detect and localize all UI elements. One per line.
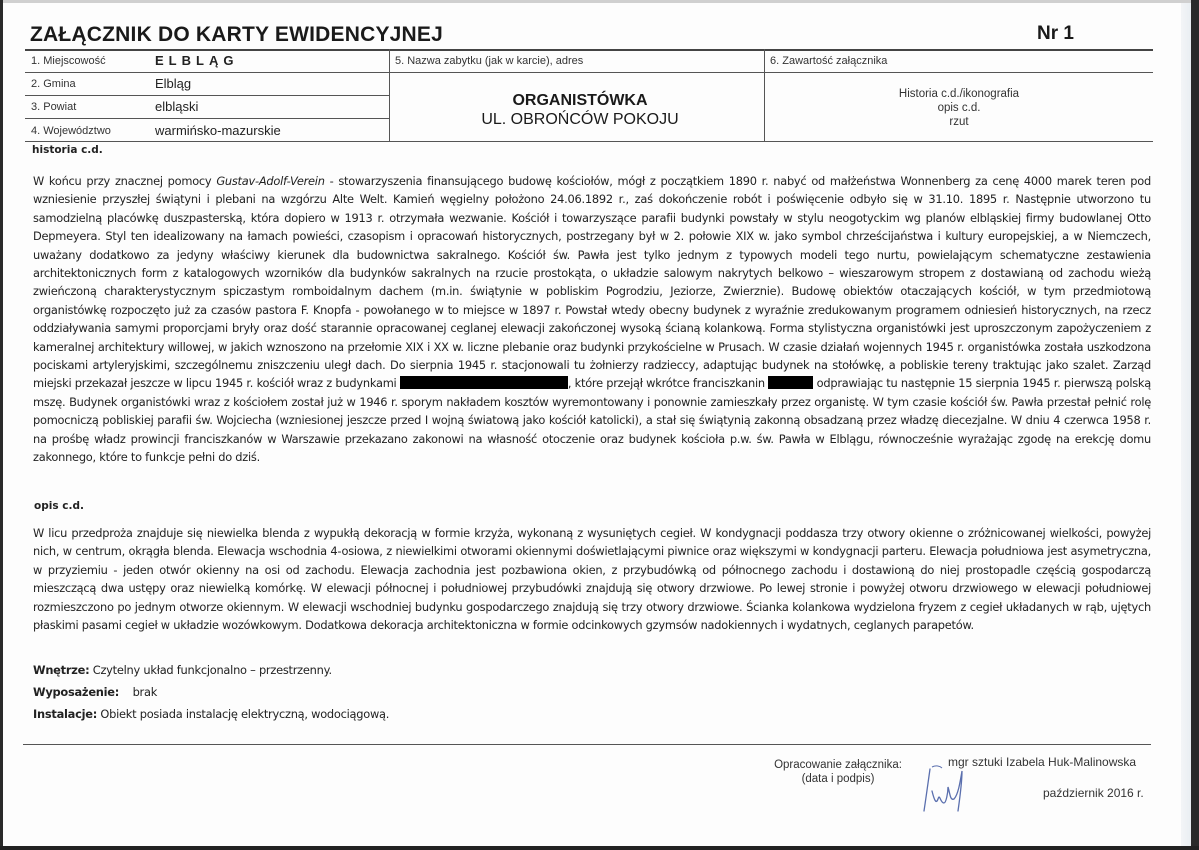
prepared-sublabel: (data i podpis) bbox=[801, 773, 875, 785]
contents-list bbox=[765, 87, 1153, 129]
field-value-county: elbląski bbox=[155, 99, 199, 114]
author-name: mgr sztuki Izabela Huk-Malinowska bbox=[948, 755, 1137, 769]
contents-item: opis c.d. bbox=[937, 102, 981, 114]
document-page bbox=[3, 0, 1191, 846]
equipment-line bbox=[33, 685, 157, 699]
interior-line bbox=[33, 663, 332, 677]
installations-key: Instalacje: bbox=[33, 707, 98, 721]
contents-item: Historia c.d./ikonografia bbox=[898, 88, 1020, 100]
history-text: - stowarzyszenia finansującego budowę kościołów, mógł z początkiem 1890 r. nabyć od małżeństwa Wonnenberg za cenę 4000 marek teren pod wzniesienie przyszłej świątyni i plebani na wzgórzu Alte Welt. Kamień węgielny położono 24.06.1892 r., zaś dokończenie robót i poświęcenie odbyło się w 31.10. 1895 r. Następnie utworzono tu samodzielną placówkę duszpasterską, która dopiero w 1913 r. otrzymała wezwanie. Kościół i towarzyszące parafii budynki powstały w stylu neogotyckim wg planów elbląskiej firmy budowlanej Otto Depmeyera. Styl ten idealizowany na łamach powieści, czasopism i opracowań historycznych, postrzegany był w 2. połowie XIX w. jako symbol chrześcijaństwa i kultury europejskiej, a w Niemczech, uważany dodatkowo za jedyny właściwy kierunek dla budownictwa sakralnego. Kościół św. Pawła jest tylko jednym z typowych modeli tego nurtu, powielającym schematyczne zestawienia architektonicznych form z katalogowych wzorników dla budynków sakralnych na rzucie prostokąta, o układzie salowym nakrytych belkowo – wieszarowym stropem z dostawianą od zachodu wieżą zwieńczoną charakterystycznym spiczastym romboidalnym dachem (m.in. świątynie w pobliskim Pogrodziu, Jeziorze, Zwierznie). Budowę obiektów otaczających kościół, w tym przedmiotową organistówkę rozpoczęto już za czasów pastora F. Knopfa - powołanego w to miejsce w 1897 r. Powstał wtedy obecny budynek z wyraźnie zredukowanym programem odniesień historycznych, na rzecz oddziaływania samymi proporcjami bryły oraz dość starannie opracowanej ceglanej elewacji zakończonej wysoką ścianą kolankową. Forma stylistyczna organistówki jest uproszczonym zapożyczeniem z kameralnej architektury willowej, w jakich wznoszono na przełomie XIX i XX w. liczne plebanie oraz budynki przykościelne w Prusach. W czasie działań wojennych 1945 r. organistówka została uszkodzona pociskami artyleryjskimi, szczególnemu zniszczeniu uległ dach. Do sierpnia 1945 r. stacjonowali tu żołnierzy radzieccy, adaptując budynek na stołówkę, a pobliskie tereny traktując jako szalet. Zarząd miejski przekazał jeszcze w lipcu 1945 r. kościół wraz z budynkami bbox=[33, 174, 1151, 391]
field-label-object-name: 5. Nazwa zabytku (jak w karcie), adres bbox=[395, 55, 584, 67]
history-text: , które przejął wkrótce franciszkanin bbox=[567, 376, 769, 391]
object-name-block bbox=[395, 91, 765, 129]
preparation-date: październik 2016 r. bbox=[1043, 786, 1144, 800]
history-heading: historia c.d. bbox=[32, 144, 103, 156]
field-value-locality: ELBLĄG bbox=[155, 53, 239, 68]
document-title: ZAŁĄCZNIK DO KARTY EWIDENCYJNEJ bbox=[30, 23, 444, 46]
description-heading: opis c.d. bbox=[34, 500, 84, 512]
prepared-by-label bbox=[763, 758, 913, 786]
prepared-label: Opracowanie załącznika: bbox=[774, 759, 902, 771]
history-text: odprawiając tu następnie 15 sierpnia 1945 r. pierwszą polską mszę. Budynek organistówki wraz z kościołem został już w 1946 r. sporym nakładem kosztów wyremontowany i ponownie zamieszkały przez organistę. W tym czasie kościół św. Pawła przestał pełnić rolę pomocniczą pobliskiej parafii św. Wojciecha (wzniesionej jeszcze przed I wojną światową jako kościół katolicki), a stał się świątynią zakonną obsadzaną przez władzę diecezjalne. W dniu 4 czerwca 1958 r. na prośbę władz prowincji franciszkanów w Warszawie przekazano zakonowi na własność otoczenie oraz budynek kościoła p.w. św. Pawła w Elblągu, równocześnie wyrażając zgodę na erekcję domu zakonnego, które to funkcje pełni do dziś. bbox=[33, 376, 1152, 465]
history-text: W końcu przy znacznej pomocy bbox=[33, 174, 217, 188]
description-paragraph: W licu przedproża znajduje się niewielka blenda z wypukłą dekoracją w formie krzyża, wykonaną z wysuniętych cegieł. W kondygnacji poddasza trzy otwory okienne o zróżnicowanej wielkości, powyżej nich, w centrum, okrągła blenda. Elewacja wschodnia 4-osiowa, z niewielkimi otworami okiennymi doświetlającymi piwnice oraz większymi w kondygnacji parteru. Elewacja południowa jest asymetryczna, w przyziemiu - jeden otwór okienny na osi od zachodu. Elewacja zachodnia jest pozbawiona okien, z przybudówką od północnego zachodu i dostawioną do niej prostopadle częścią gospodarczą mieszczącą dwa ustępy oraz niewielką komórkę. W elewacji północnej i południowej przybudówki znajdują się otwory drzwiowe. Po lewej stronie i powyżej otworu drzwiowego w elewacji południowej rozmieszczono po jednym otworze okiennym. W elewacji wschodniej budynku gospodarczego znajdują się trzy otwory drzwiowe. Ścianka kolankowa wydzielona fryzem z cegieł układanych w rąb, ujętych płaskimi pasami cegieł w układzie wozówkowym. Dodatkowa dekoracja architektoniczna w formie odcinkowych gzymsów nadokiennych i wydatnych, ceglanych parapetów. bbox=[33, 526, 1151, 633]
attachment-number: Nr 1 bbox=[1037, 23, 1074, 44]
history-text-italic: Gustav-Adolf-Verein bbox=[216, 174, 325, 188]
field-label-commune: 2. Gmina bbox=[31, 78, 76, 90]
contents-item: rzut bbox=[949, 116, 969, 128]
object-address: UL. OBROŃCÓW POKOJU bbox=[481, 111, 679, 128]
card-header-table bbox=[25, 49, 1153, 141]
field-value-commune: Elbląg bbox=[155, 76, 192, 91]
page-edge-shade bbox=[1181, 3, 1191, 849]
scan-bottom-edge bbox=[0, 846, 1199, 850]
interior-key: Wnętrze: bbox=[33, 663, 90, 677]
field-label-voivodeship: 4. Województwo bbox=[31, 125, 111, 137]
installations-value: Obiekt posiada instalację elektryczną, wodociągową. bbox=[97, 707, 390, 721]
field-label-locality: 1. Miejscowość bbox=[31, 55, 106, 67]
interior-value: Czytelny układ funkcjonalno – przestrzenny. bbox=[89, 663, 332, 677]
field-label-county: 3. Powiat bbox=[31, 101, 77, 113]
installations-line bbox=[33, 707, 389, 721]
equipment-value: brak bbox=[119, 685, 158, 699]
handwritten-signature-icon bbox=[918, 763, 978, 818]
field-value-voivodeship: warmińsko-mazurskie bbox=[155, 123, 281, 138]
redaction-block bbox=[768, 376, 813, 389]
redaction-block bbox=[400, 376, 568, 389]
field-label-contents: 6. Zawartość załącznika bbox=[770, 55, 888, 67]
object-name: ORGANISTÓWKA bbox=[512, 92, 648, 109]
history-paragraph bbox=[33, 172, 1151, 467]
footer-divider bbox=[23, 744, 1151, 745]
equipment-key: Wyposażenie: bbox=[33, 685, 120, 699]
